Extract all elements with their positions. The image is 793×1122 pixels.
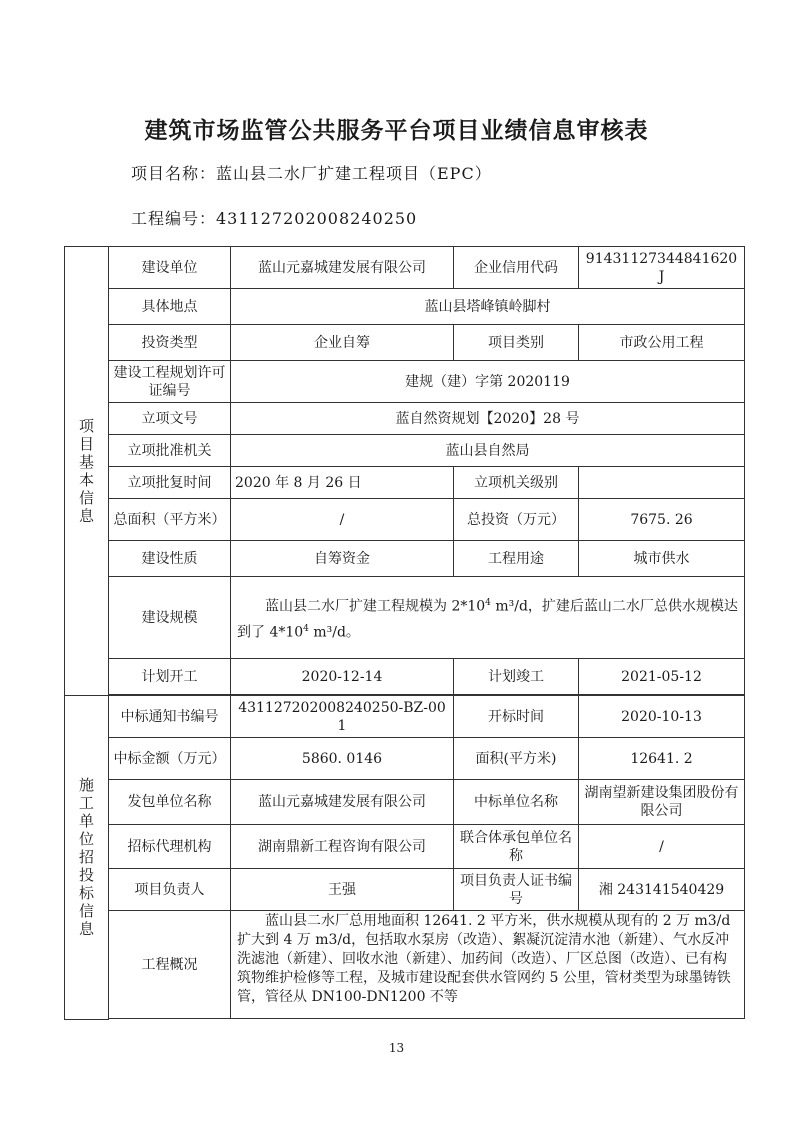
value-construction-nature: 自筹资金	[231, 541, 454, 577]
value-planned-completion: 2021-05-12	[579, 659, 745, 695]
value-credit-code: 91431127344841620J	[579, 247, 745, 289]
section-bid-info: 施工单位招投标信息	[65, 696, 109, 1020]
label-planning-permit: 建设工程规划许可证编号	[109, 361, 231, 403]
value-planned-start: 2020-12-14	[231, 659, 454, 695]
project-code: 工程编号：431127202008240250	[131, 209, 418, 228]
table-row	[65, 541, 745, 577]
label-construction-scale: 建设规模	[109, 577, 231, 659]
table-row	[65, 467, 745, 499]
value-project-overview: 蓝山县二水厂总用地面积 12641. 2 平方米，供水规模从现有的 2 万 m3/d 扩大到 4 万 m3/d，包括取水泵房（改造）、絮凝沉淀清水池（新建）、气水反冲洗滤池（新建）、回收水池（新建）、加药间（改造）、厂区总图（改造）、已有构筑物维护检修等工程，及城市建设配套供水管网约 5 公里，管材类型为球墨铸铁管，管径从 DN100-DN1200 不等	[231, 911, 745, 1019]
label-credit-code: 企业信用代码	[454, 247, 579, 289]
project-name: 项目名称：蓝山县二水厂扩建工程项目（EPC）	[131, 164, 492, 183]
value-winning-bidder: 湖南望新建设集团股份有限公司	[579, 780, 745, 825]
table-row	[65, 403, 745, 435]
label-area: 面积(平方米)	[454, 738, 579, 780]
label-project-manager: 项目负责人	[109, 869, 231, 911]
table-row	[65, 825, 745, 869]
table-row	[65, 499, 745, 541]
table-row	[65, 361, 745, 403]
value-construction-unit: 蓝山元嘉城建发展有限公司	[231, 247, 454, 289]
label-approval-doc: 立项文号	[109, 403, 231, 435]
table-row	[65, 435, 745, 467]
label-employer: 发包单位名称	[109, 780, 231, 825]
value-total-area: /	[231, 499, 454, 541]
label-total-area: 总面积（平方米）	[109, 499, 231, 541]
label-project-overview: 工程概况	[109, 911, 231, 1019]
table-row	[65, 869, 745, 911]
label-authority-level: 立项机关级别	[454, 467, 579, 499]
value-construction-scale: 蓝山县二水厂扩建工程规模为 $2*10^4$ m³/d，扩建后蓝山二水厂总供水规模达到了 $4*10^4$ m³/d。	[231, 577, 745, 659]
value-authority-level	[579, 467, 745, 499]
value-location: 蓝山县塔峰镇岭脚村	[231, 289, 745, 325]
label-bid-agency: 招标代理机构	[109, 825, 231, 869]
label-bid-open-time: 开标时间	[454, 696, 579, 738]
table-row	[65, 247, 745, 289]
value-manager-cert-no: 湘 243141540429	[579, 869, 745, 911]
label-bid-amount: 中标金额（万元）	[109, 738, 231, 780]
value-consortium: /	[579, 825, 745, 869]
label-investment-type: 投资类型	[109, 325, 231, 361]
label-manager-cert-no: 项目负责人证书编号	[454, 869, 579, 911]
section-basic-info: 项目基本信息	[65, 247, 109, 696]
table-row	[65, 325, 745, 361]
value-bid-notice-no: 431127202008240250-BZ-001	[231, 696, 454, 738]
label-project-category: 项目类别	[454, 325, 579, 361]
table-row	[65, 289, 745, 325]
label-total-investment: 总投资（万元）	[454, 499, 579, 541]
value-employer: 蓝山元嘉城建发展有限公司	[231, 780, 454, 825]
value-investment-type: 企业自筹	[231, 325, 454, 361]
value-approval-authority: 蓝山县自然局	[231, 435, 745, 467]
value-total-investment: 7675. 26	[579, 499, 745, 541]
table-row	[65, 577, 745, 659]
table-row	[65, 738, 745, 780]
value-area: 12641. 2	[579, 738, 745, 780]
table-row	[65, 659, 745, 695]
label-construction-nature: 建设性质	[109, 541, 231, 577]
label-construction-unit: 建设单位	[109, 247, 231, 289]
value-approval-doc: 蓝自然资规划【2020】28 号	[231, 403, 745, 435]
table-row	[65, 911, 745, 1019]
table-row	[65, 780, 745, 825]
value-bid-open-time: 2020-10-13	[579, 696, 745, 738]
page-title: 建筑市场监管公共服务平台项目业绩信息审核表	[144, 118, 649, 144]
value-bid-amount: 5860. 0146	[231, 738, 454, 780]
info-table	[64, 246, 745, 1020]
page-number: 13	[388, 1041, 405, 1055]
table-row	[65, 696, 745, 738]
label-approval-time: 立项批复时间	[109, 467, 231, 499]
label-consortium: 联合体承包单位名称	[454, 825, 579, 869]
value-bid-agency: 湖南鼎新工程咨询有限公司	[231, 825, 454, 869]
label-planned-completion: 计划竣工	[454, 659, 579, 695]
label-project-use: 工程用途	[454, 541, 579, 577]
label-location: 具体地点	[109, 289, 231, 325]
value-project-use: 城市供水	[579, 541, 745, 577]
label-approval-authority: 立项批准机关	[109, 435, 231, 467]
label-bid-notice-no: 中标通知书编号	[109, 696, 231, 738]
label-winning-bidder: 中标单位名称	[454, 780, 579, 825]
value-project-manager: 王强	[231, 869, 454, 911]
value-project-category: 市政公用工程	[579, 325, 745, 361]
value-approval-time: 2020 年 8 月 26 日	[231, 467, 454, 499]
label-planned-start: 计划开工	[109, 659, 231, 695]
value-planning-permit: 建规（建）字第 2020119	[231, 361, 745, 403]
